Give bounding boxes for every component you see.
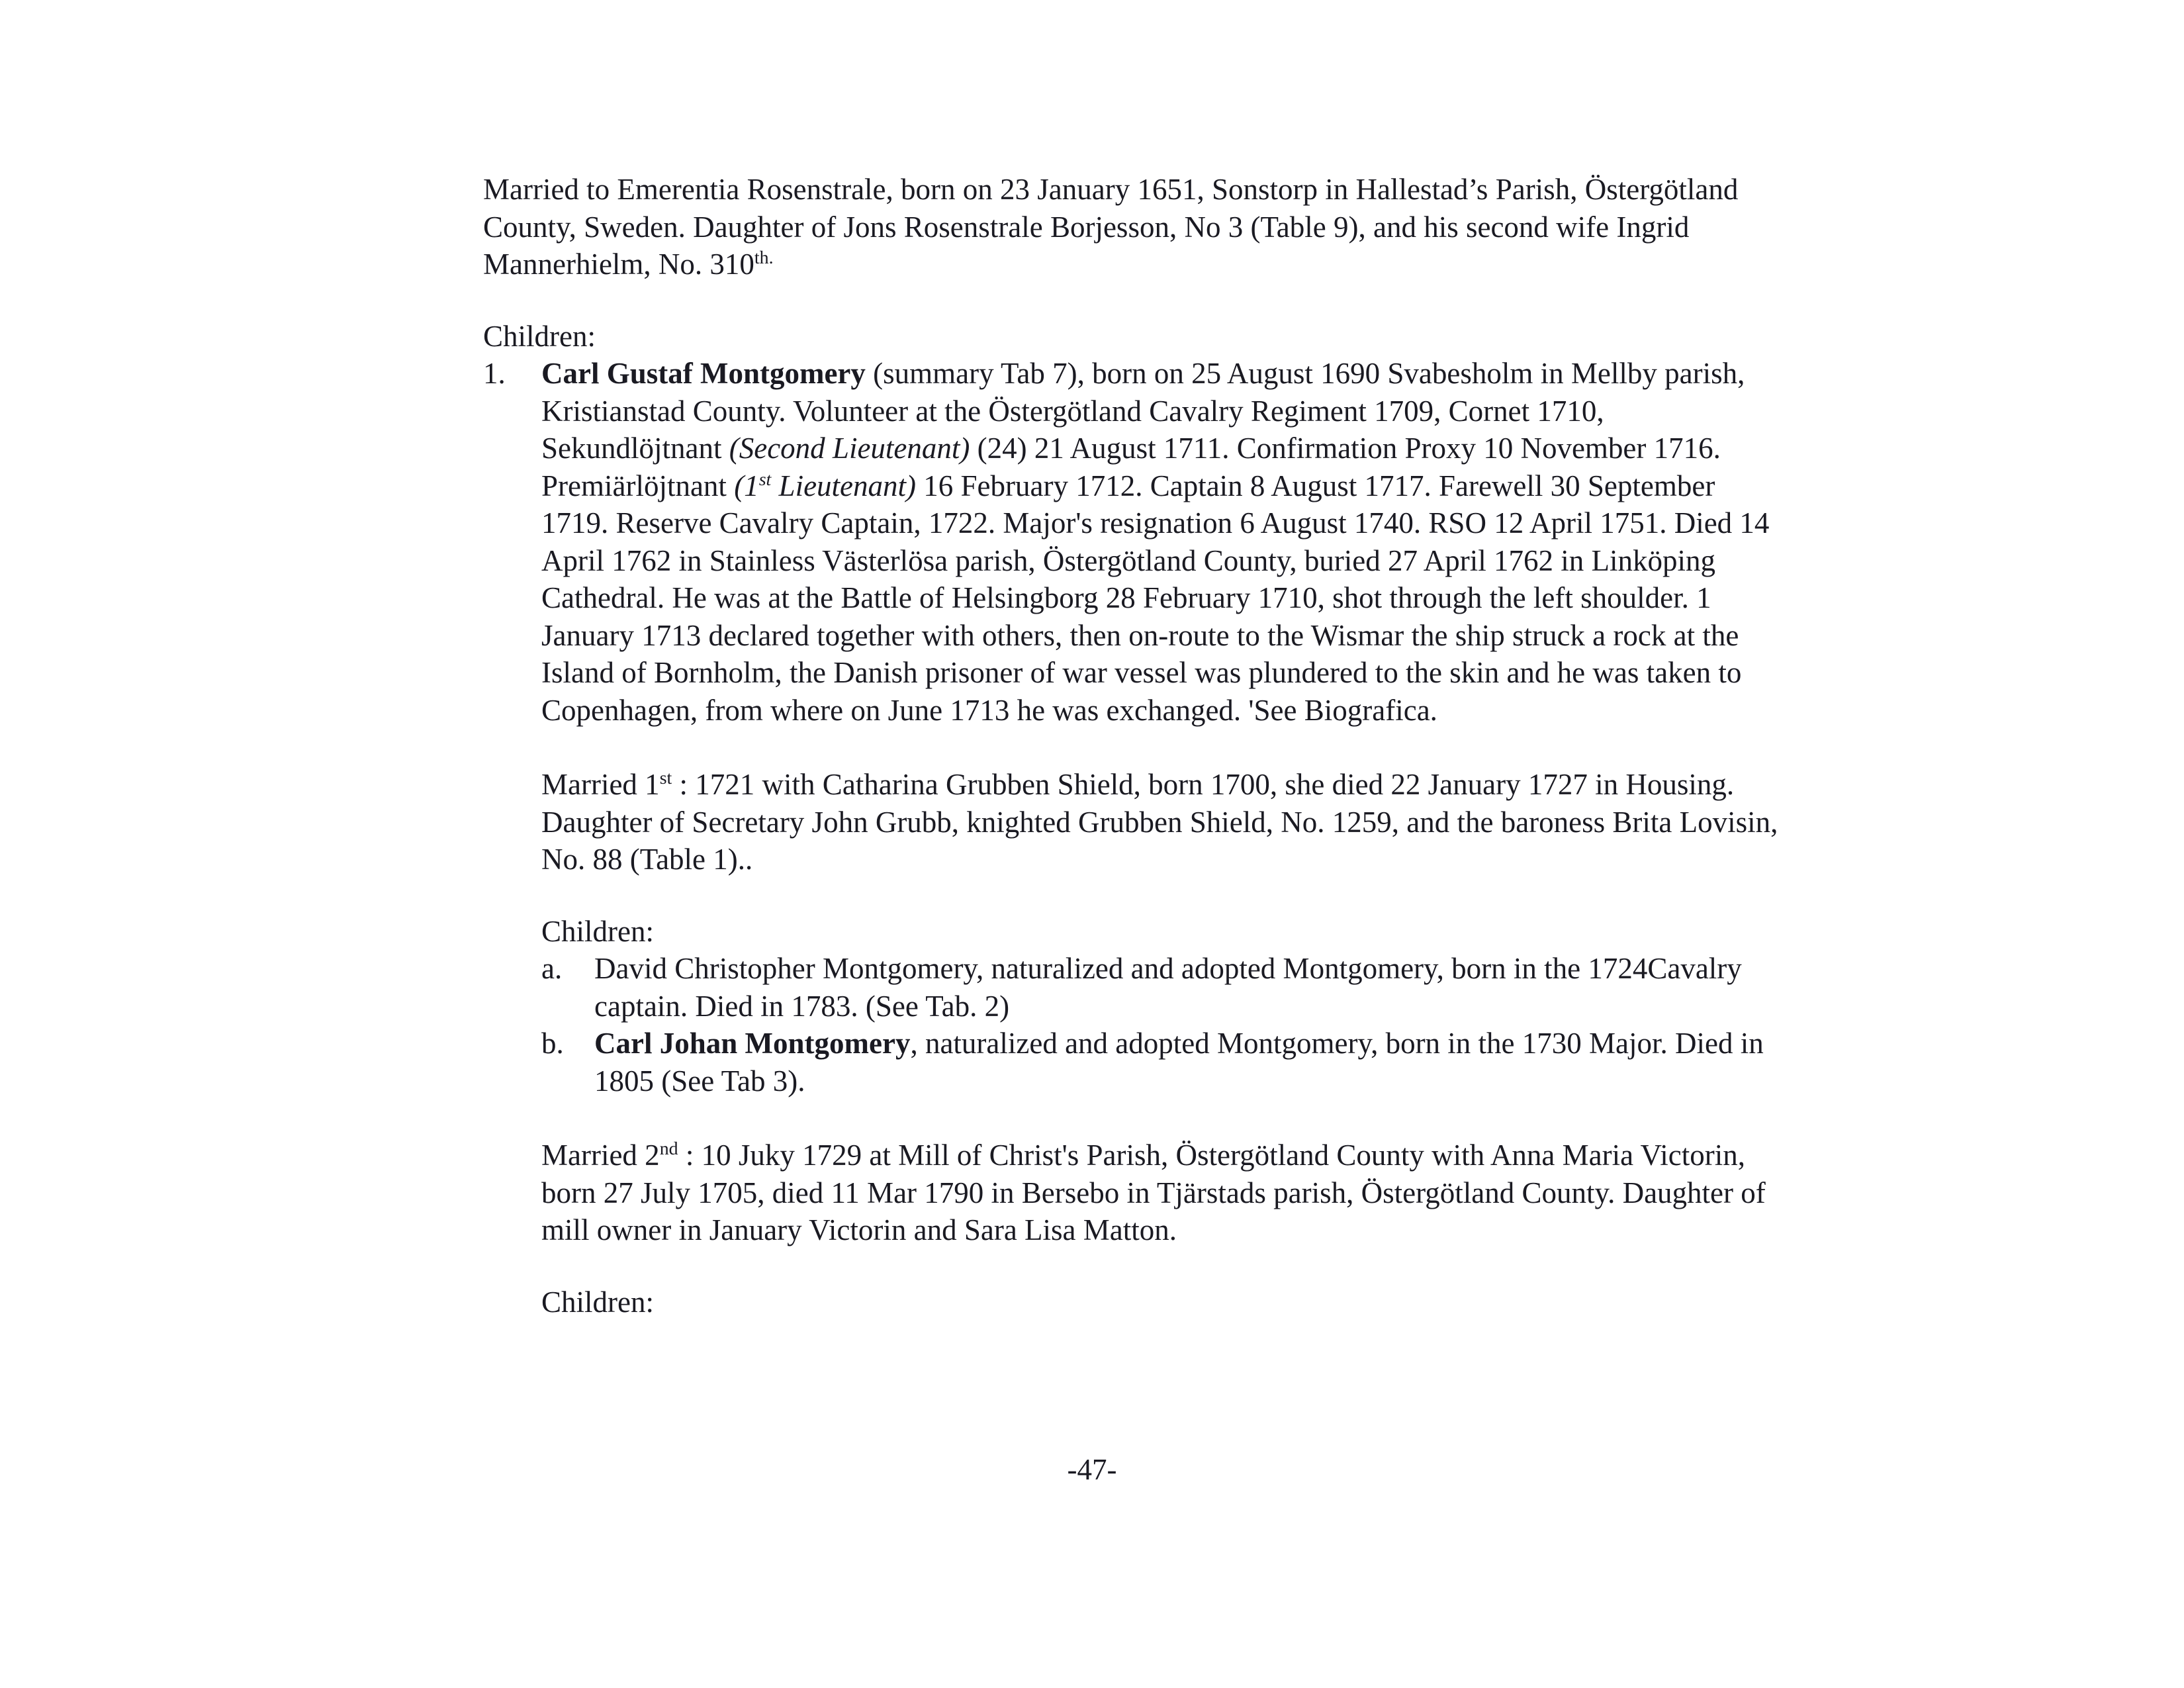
marriage-second-text: : 10 Juky 1729 at Mill of Christ's Parish, Östergötland County with Anna Maria Victorin, born 27 July 1705, died 11 Mar 1790 in Bersebo in Tjärstads parish, Östergötland County. Daughter of mill owner in January Victorin and Sara Lisa Matton. <box>541 1139 1766 1246</box>
spacer-1 <box>483 283 1780 318</box>
list-item-1-marker: 1. <box>483 357 506 390</box>
item1-text-part-1: (summary Tab 7), born on 25 August 1690 Svabesholm in Mellby parish, Kristianstad County. Volunteer at the Östergötland Cavalry Regiment 1709, Cornet 1710, Sekundlöjtnant <box>541 357 1745 465</box>
children-list-level-1 <box>483 355 1780 1321</box>
marriage-intro-paragraph <box>483 171 1780 283</box>
second-lieutenant-translation: (Second Lieutenant) <box>729 432 970 465</box>
item1-text-part-3: 16 February 1712. Captain 8 August 1717. Farewell 30 September 1719. Reserve Cavalry Captain, 1722. Major's resignation 6 August 1740. RSO 12 April 1751. Died 14 April 1762 in Stainless Västerlösa parish, Östergötland County, buried 27 April 1762 in Linköping Cathedral. He was at the Battle of Helsingborg 28 February 1710, shot through the left shoulder. 1 January 1713 declared together with others, then on-route to the Wismar the ship struck a rock at the Island of Bornholm, the Danish prisoner of war vessel was plundered to the skin and he was taken to Copenhagen, from where on June 1713 he was exchanged. 'See Biografica. <box>541 469 1770 727</box>
marriage-first-paragraph <box>541 766 1780 878</box>
spacer-2 <box>541 729 1780 766</box>
list-item-b-marker: b. <box>541 1027 564 1060</box>
marriage-first-text: : 1721 with Catharina Grubben Shield, born 1700, she died 22 January 1727 in Housing. Daughter of Secretary John Grubb, knighted Grubben Shield, No. 1259, and the baroness Brita Lovisin, No. 88 (Table 1).. <box>541 768 1778 876</box>
carl-johan-montgomery-name: Carl Johan Montgomery <box>594 1027 911 1060</box>
spacer-3 <box>541 878 1780 913</box>
first-lieutenant-open: (1 <box>734 469 759 502</box>
children-heading-1: Children: <box>483 319 596 353</box>
list-item-1 <box>483 355 1780 1321</box>
marriage-first-ordinal-suffix: st <box>659 768 672 788</box>
marriage-intro-line-3: his second wife Ingrid Mannerhielm, No. 310 <box>483 210 1690 281</box>
marriage-second-ordinal-suffix: nd <box>659 1139 678 1159</box>
marriage-first-label: Married 1 <box>541 768 660 801</box>
first-lieutenant-close: Lieutenant) <box>771 469 917 502</box>
first-lieutenant-ordinal-suffix: st <box>758 469 772 490</box>
list-item-b-body <box>594 1027 1764 1098</box>
list-item-a <box>541 950 1780 1025</box>
page-number-footer: -47- <box>1067 1453 1117 1486</box>
marriage-intro-line-2: Östergötland County, Sweden. Daughter of Jons Rosenstrale Borjesson, No 3 (Table 9), and <box>483 173 1739 244</box>
marriage-intro-line-1: Married to Emerentia Rosenstrale, born on 23 January 1651, Sonstorp in Hallestad’s Parish, <box>483 173 1578 206</box>
carl-gustaf-montgomery-name: Carl Gustaf Montgomery <box>541 357 866 390</box>
marriage-second-label: Married 2 <box>541 1139 660 1172</box>
marriage-intro-ordinal-suffix: th. <box>754 248 774 268</box>
list-item-a-body <box>594 952 1742 1023</box>
spacer-5 <box>541 1249 1780 1284</box>
spacer-4 <box>541 1100 1780 1137</box>
first-lieutenant-translation <box>734 469 916 502</box>
list-item-b-text: , naturalized and adopted Montgomery, born in the 1730 Major. Died in 1805 (See Tab 3). <box>594 1027 1764 1098</box>
list-item-b <box>541 1025 1780 1100</box>
marriage-second-paragraph <box>541 1137 1780 1249</box>
page-content <box>483 171 1780 1321</box>
item1-text-part-2: (24) 21 August 1711. Confirmation Proxy 10 November 1716. Premiärlöjtnant <box>541 432 1721 502</box>
list-item-1-body <box>541 357 1769 727</box>
children-heading-3: Children: <box>541 1285 654 1319</box>
list-item-a-text: David Christopher Montgomery, naturalized and adopted Montgomery, born in the 1724Cavalry captain. Died in 1783. (See Tab. 2) <box>594 952 1742 1023</box>
list-item-a-marker: a. <box>541 952 563 985</box>
children-heading-2: Children: <box>541 914 654 948</box>
children-list-level-2 <box>541 950 1780 1100</box>
